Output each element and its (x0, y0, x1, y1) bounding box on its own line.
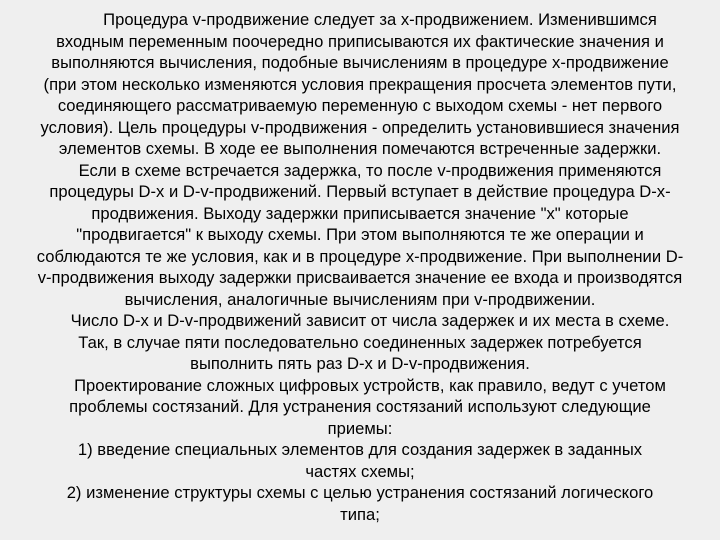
text-line: 1) введение специальных элементов для создания задержек в заданных (77, 440, 643, 459)
text-line: соединяющего рассматриваемую переменную с выходом схемы - нет первого (57, 96, 663, 115)
text-line: частях схемы; (305, 461, 415, 481)
text-line: продвижения. Выходу задержки приписывается значение "х" которые (91, 203, 629, 223)
text-line: (при этом несколько изменяются условия прекращения просчета элементов пути, (43, 74, 677, 94)
text-line: выполнить пять раз D-x и D-v-продвижения. (190, 354, 530, 373)
text-line: "продвигается" к выходу схемы. При этом выполняются те же операции и (76, 225, 644, 244)
text-line: 2) изменение структуры схемы с целью устранения состязаний логического (66, 483, 654, 502)
text-line: условия). Цель процедуры v-продвижения - определить установившиеся значения (40, 117, 680, 137)
text-line: проблемы состязаний. Для устранения состязаний используют следующие (69, 397, 651, 416)
text-line: входным переменным поочередно приписываются их фактические значения и (56, 31, 664, 51)
text-line: приемы: (327, 418, 393, 438)
text-line: типа; (340, 504, 380, 524)
text-line: элементов схемы. В ходе ее выполнения помечаются встреченные задержки. (58, 139, 662, 158)
text-line: Число D-x и D-v-продвижений зависит от числа задержек и их места в схеме. (70, 311, 670, 330)
text-line: v-продвижения выходу задержки присваивается значение ее входа и производятся (37, 268, 683, 287)
text-line: вычисления, аналогичные вычислениям при v-продвижении. (124, 289, 596, 309)
body-text (4, 9, 716, 525)
text-line: Если в схеме встречается задержка, то после v-продвижения применяются (78, 160, 662, 180)
text-line: процедуры D-x и D-v-продвижений. Первый вступает в действие процедура D-x- (49, 182, 671, 201)
text-line: соблюдаются те же условия, как и в процедуре x-продвижение. При выполнении D- (36, 246, 684, 266)
text-line: Так, в случае пяти последовательно соединенных задержек потребуется (78, 332, 642, 352)
text-line: Проектирование сложных цифровых устройств, как правило, ведут с учетом (74, 375, 666, 395)
text-line: Процедура v-продвижение следует за x-продвижением. Изменившимся (103, 10, 657, 29)
text-line: выполняются вычисления, подобные вычислениям в процедуре x-продвижение (51, 53, 669, 72)
